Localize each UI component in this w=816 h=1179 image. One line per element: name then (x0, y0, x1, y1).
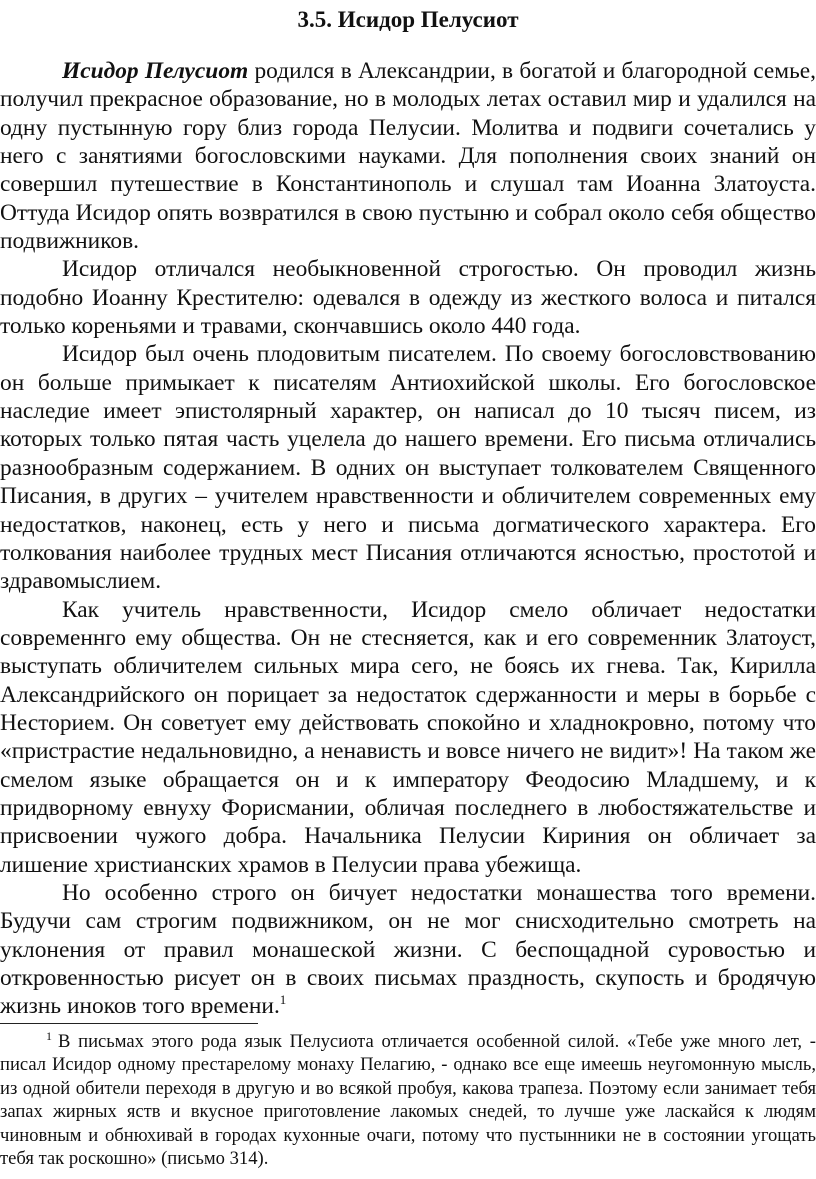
footnote-marker: 1 (46, 1029, 52, 1043)
footnote-text: В письмах этого рода язык Пелусиота отличается особенной силой. «Тебе уже много лет, - писал Исидор одному престарелому монаху Пелагию, - однако все еще имеешь неугомонную мысль, из одной обители переходя в другую и во всякой пробуя, какова трапеза. Поэтому если занимает тебя запах жирных яств и вкусное приготовление лакомых снедей, то лучше уже ласкайся к людям чиновным и обнюхивай в городах кухонные очаги, потому что пустынники не в состоянии угощать тебя так роскошно» (письмо 314). (0, 1031, 816, 1170)
footnote-paragraph (0, 1030, 816, 1170)
footnote-reference[interactable]: 1 (279, 992, 287, 1008)
paragraph-1 (0, 57, 816, 255)
paragraph-5-text: Но особенно строго он бичует недостатки монашества того времени. Будучи сам строгим подвижником, он не мог снисходительно смотреть на уклонения от правил монашеской жизни. С беспощадной суровостью и откровенностью рисует он в своих письмах праздность, скупость и бродячую жизнь иноков того времени. (0, 879, 816, 1020)
main-text (0, 57, 816, 1021)
paragraph-1-text: родился в Александрии, в богатой и благородной семье, получил прекрасное образование, но в молодых летах оставил мир и удалился на одну пустынную гору близ города Пелусии. Молитва и подвиги сочетались у него с занятиями богословскими науками. Для пополнения своих знаний он совершил путешествие в Константинополь и слушал там Иоанна Златоуста. Оттуда Исидор опять возвратился в свою пустыню и собрал около себя общество подвижников. (0, 58, 816, 255)
paragraph-2: Исидор отличался необыкновенной строгостью. Он проводил жизнь подобно Иоанну Крестителю: одевался в одежду из жесткого волоса и питался только кореньями и травами, скончавшись около 440 года. (0, 256, 816, 340)
footnote-separator (0, 1023, 258, 1024)
paragraph-5 (0, 879, 816, 1021)
paragraph-1-lead: Исидор Пелусиот (62, 58, 249, 84)
paragraph-3: Исидор был очень плодовитым писателем. По своему богословствованию он больше примыкает к писателям Антиохийской школы. Его богословское наследие имеет эпистолярный характер, он написал до 10 тысяч писем, из которых только пятая часть уцелела до нашего времени. Его письма отличались разнообразным содержанием. В одних он выступает толкователем Священного Писания, в других – учителем нравственности и обличителем современных ему недостатков, наконец, есть у него и письма догматического характера. Его толкования наиболее трудных мест Писания отличаются ясностью, простотой и здравомыслием. (0, 341, 816, 595)
paragraph-4: Как учитель нравственности, Исидор смело обличает недостатки современнго ему общества. Он не стесняется, как и его современник Златоуст, выступать обличителем сильных мира сего, не боясь их гнева. Так, Кирилла Александрийского он порицает за недостаток сдержанности и меры в борьбе с Несторием. Он советует ему действовать спокойно и хладнокровно, потому что «пристрастие недальновидно, а ненависть и вовсе ничего не видит»! На таком же смелом языке обращается он и к императору Феодосию Младшему, и к придворному евнуху Форисмании, обличая последнего в любостяжательстве и присвоении чужого добра. Начальника Пелусии Кириния он обличает за лишение христианских храмов в Пелусии права убежища. (0, 596, 816, 878)
footnote (0, 1030, 816, 1170)
section-title: 3.5. Исидор Пелусиот (297, 7, 519, 32)
